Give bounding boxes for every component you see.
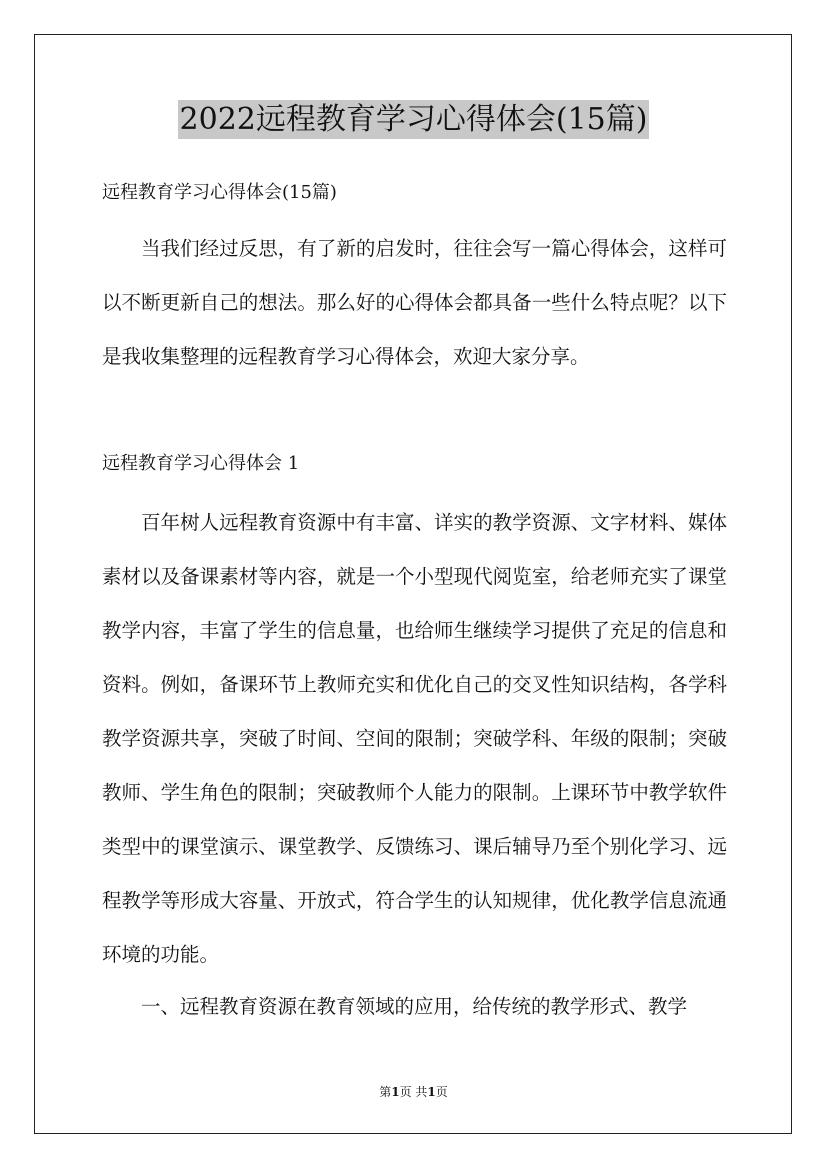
- section-1-paragraph-2: 一、远程教育资源在教育领域的应用，给传统的教学形式、教学: [141, 995, 688, 1018]
- document-subtitle: 远程教育学习心得体会(15篇): [102, 182, 337, 203]
- document-title: [0, 98, 827, 142]
- document-title-text: 2022远程教育学习心得体会(15篇): [179, 102, 648, 137]
- section-heading-1: 远程教育学习心得体会 1: [102, 453, 300, 474]
- footer-mid: 页 共: [399, 1085, 428, 1099]
- section-1-paragraph-1: 百年树人远程教育资源中有丰富、详实的教学资源、文字材料、媒体素材以及备课素材等内容，就是一个小型现代阅览室，给老师充实了课堂教学内容，丰富了学生的信息量，也给师生继续学习提供了充足的信息和资料。例如，备课环节上教师充实和优化自己的交叉性知识结构，各学科教学资源共享，突破了时间、空间的限制；突破学科、年级的限制；突破教师、学生角色的限制；突破教师个人能力的限制。上课环节中教学软件类型中的课堂演示、课堂教学、反馈练习、课后辅导乃至个别化学习、远程教学等形成大容量、开放式，符合学生的认知规律，优化教学信息流通环境的功能。: [102, 511, 727, 966]
- footer-page-total: 1: [427, 1085, 436, 1099]
- intro-paragraph: 当我们经过反思，有了新的启发时，往往会写一篇心得体会，这样可以不断更新自己的想法。那么好的心得体会都具备一些什么特点呢？以下是我收集整理的远程教育学习心得体会，欢迎大家分享。: [102, 237, 727, 368]
- footer-suffix: 页: [435, 1085, 448, 1099]
- footer-page-number: 1: [391, 1085, 400, 1099]
- footer-prefix: 第: [379, 1085, 392, 1099]
- page-footer: [0, 1084, 827, 1100]
